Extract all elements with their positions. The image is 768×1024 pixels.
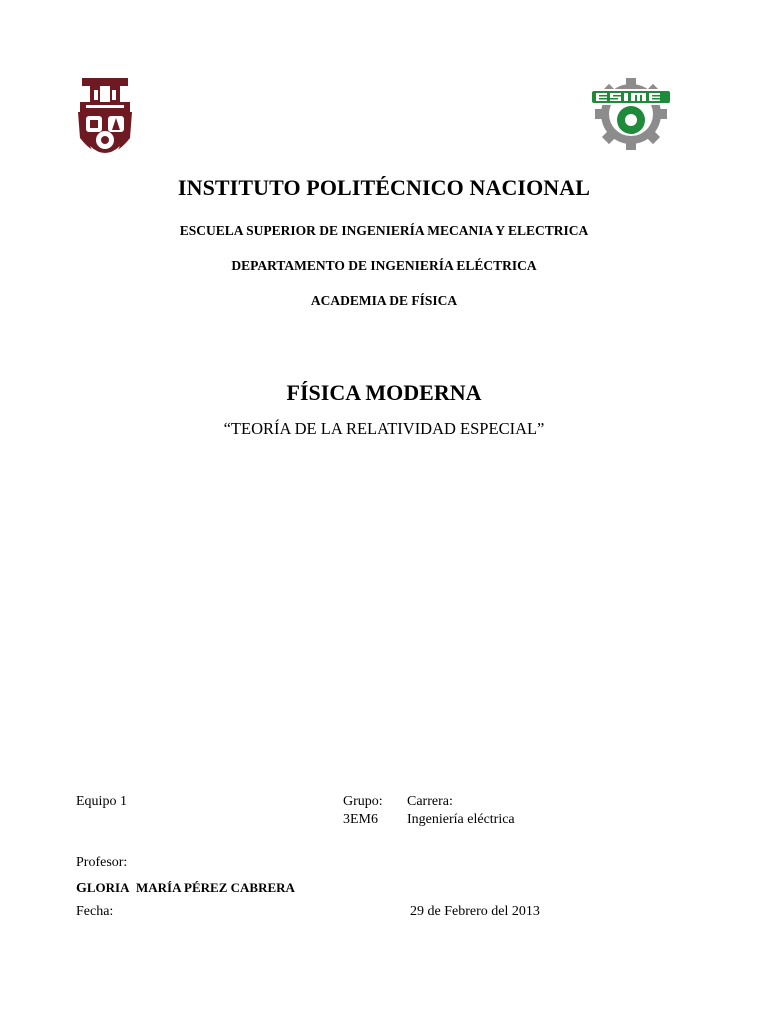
professor-label: Profesor: bbox=[76, 855, 128, 870]
team-label: Equipo 1 bbox=[76, 794, 127, 809]
career-label: Carrera: bbox=[407, 794, 453, 809]
institution-title: INSTITUTO POLITÉCNICO NACIONAL bbox=[177, 175, 591, 200]
group-label: Grupo: bbox=[343, 794, 383, 809]
professor-first-rest: LORIA bbox=[86, 880, 130, 895]
department-name: DEPARTAMENTO DE INGENIERÍA ELÉCTRICA bbox=[231, 258, 537, 273]
ipn-logo bbox=[72, 78, 138, 168]
topic-subtitle: “TEORÍA DE LA RELATIVIDAD ESPECIAL” bbox=[223, 419, 545, 438]
group-value: 3EM6 bbox=[343, 812, 378, 827]
career-value: Ingeniería eléctrica bbox=[407, 812, 515, 827]
date-label: Fecha: bbox=[76, 904, 114, 919]
academy-name: ACADEMIA DE FÍSICA bbox=[310, 293, 458, 308]
professor-name bbox=[76, 880, 295, 897]
date-value: 29 de Febrero del 2013 bbox=[410, 904, 540, 919]
esime-logo bbox=[584, 72, 678, 156]
professor-first-initial: G bbox=[76, 881, 87, 896]
course-title: FÍSICA MODERNA bbox=[286, 380, 482, 405]
school-name: ESCUELA SUPERIOR DE INGENIERÍA MECANIA Y ELECTRICA bbox=[179, 223, 589, 238]
professor-rest: MARÍA PÉREZ CABRERA bbox=[136, 880, 295, 895]
